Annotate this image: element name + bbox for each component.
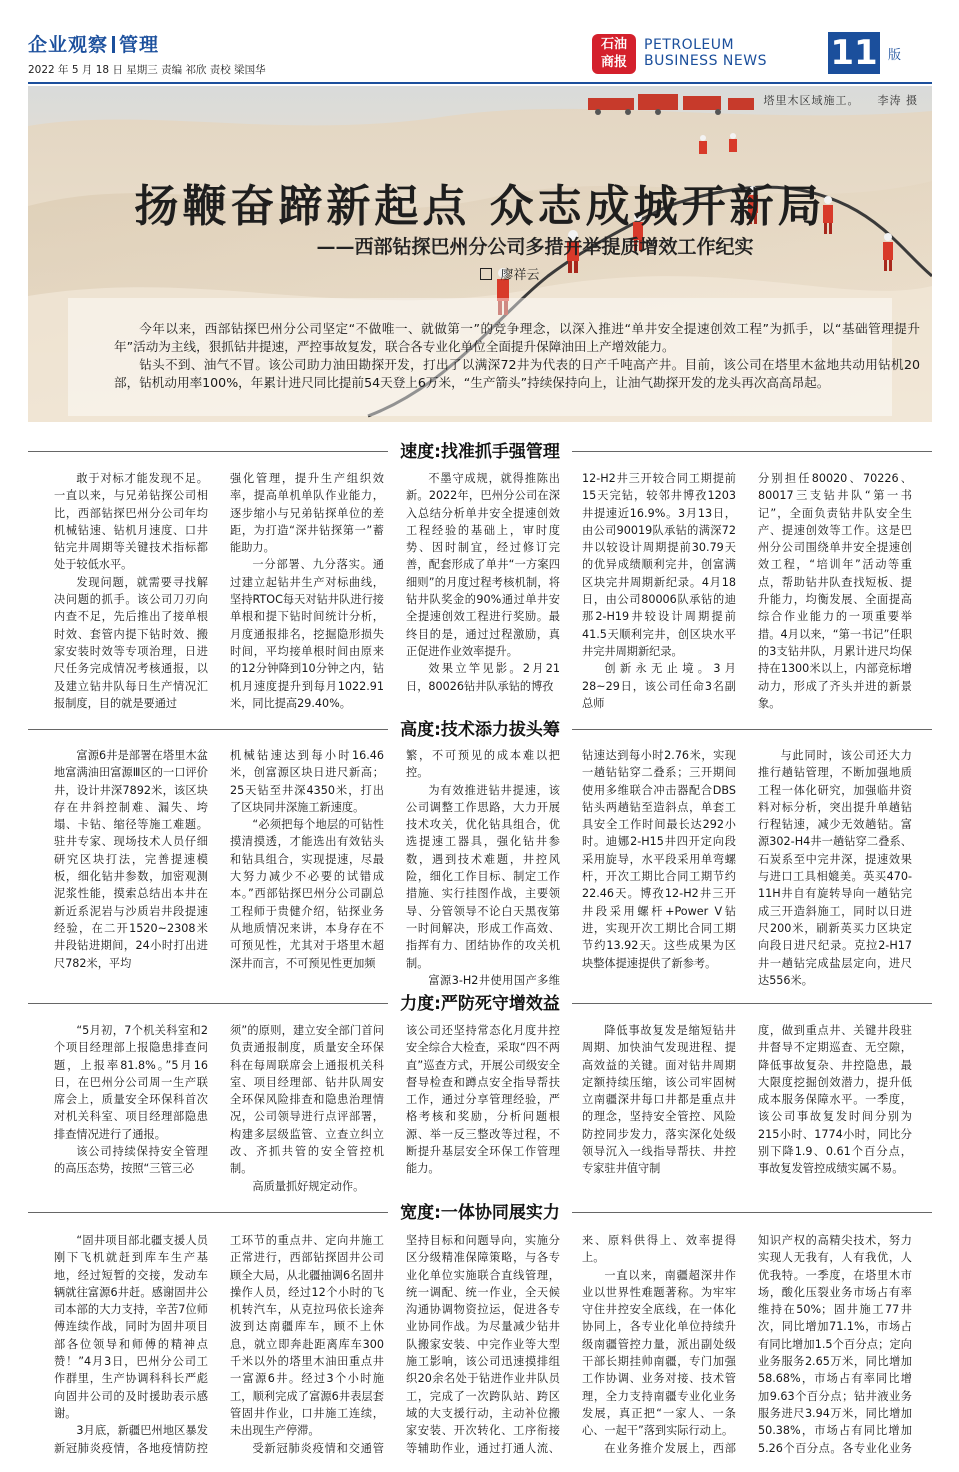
text-column [582,747,736,987]
body-paragraph: 3月底，新疆巴州地区暴发新冠肺炎疫情，各地疫情防控 [54,1424,208,1455]
text-column [758,747,912,987]
text-column [54,747,208,987]
page-suffix: 版 [888,48,902,63]
byline [28,264,932,283]
section-title: 企业观察 [28,34,109,56]
text-column [406,747,560,987]
article-subtitle: ——西部钻探巴州分公司多措并举提质增效工作纪实 [316,236,754,258]
author-name: 廖祥云 [500,268,540,283]
logo-line-1: 石油 [600,37,627,52]
text-column [54,1232,208,1456]
text-column [230,1232,384,1456]
body-paragraph: 受新冠肺炎疫情和交通管 [252,1441,384,1455]
body-paragraph: 富源3-H2井使用国产多维 [428,973,560,987]
body-paragraph: 工环节的重点井、定向井施工正常进行，西部钻探固井公司顾全大局，从北疆抽调6名固井操作人员，经过12个小时的飞机转汽车，从克拉玛依长途奔波到达南疆库车，顾不上休息，就立即奔赴距离库车300千米以外的塔里木油田重点井一富源6井。经过3个小时施工，顺利完成了富源6井表层套管固井作业，口井施工连续，未出现生产停滞。 [230,1234,384,1438]
section-heading-label: 力度:严防死守增效益 [388,992,572,1016]
lead-paragraph: 钻头不到、油气不冒。该公司助力油田勘探开发，打出了以满深72井为代表的日产千吨高产井。目前，该公司在塔里木盆地共动用钻机20部，钻机动用率100%，年累计进尺同比提前54天登上6万米，“生产箭头”持续保持向上，让油气勘探开发的龙头再次高高昂起。 [114,357,920,390]
logo-line-2: 商报 [600,55,627,70]
body-paragraph: 坚持目标和问题导向，实施分区分级精准保障策略，与各专业化单位实施联合直线管理，统一调配、统一作业，全天候沟通协调物资拉运，促进各专业协同作战。为尽量减少钻井队搬家安装、中完作业等大型施工影响，该公司迅速摸排组织20余名处于钻进作业井队员工，完成了一次跨队站、跨区域的大支援行动，主动补位搬家安装、开次转化、工序衔接等辅助作业，通过打通人流、 [406,1234,560,1455]
body-paragraph: “固井项目部北疆支援人员刚下飞机就赶到库车生产基地，经过短暂的交接，发动车辆就往富源6井赶。感谢固井公司本部的大力支持，辛苦7位师傅连续作战，同时为固井项目部各位领导和师傅的精神点赞！”4月3日，巴州分公司工作群里，生产协调科科长严彪向固井公司的及时援助表示感谢。 [54,1234,208,1420]
brand-line-1: PETROLEUM [644,37,735,53]
text-column [230,747,384,987]
byline-box-icon [480,268,492,280]
body-paragraph: 知识产权的高精尖技术，努力实现人无我有，人有我优，人优我特。一季度，在塔里木市场，酸化压裂业务市场占有率维持在50%；固井施工77井次，同比增加71.1%，市场占有同比增加1.5个百分点；定向业务服务2.65万米，同比增加58.68%，市场占有率同比增加9.63个百分点；钻井液业务服务进尺3.94万米，同比增加50.38%，市场占有同比增加5.26个百分点。各专业化业务 [758,1234,912,1455]
page-number: 11 [828,32,880,74]
hero-photo [28,86,932,422]
body-paragraph: 富源6井是部署在塔里木盆地富满油田富源Ⅲ区的一口评价井，设计井深7892米，该区块存在井斜控制难、漏失、垮塌、卡钻、缩径等施工难题。驻井专家、现场技术人员仔细研究区块打法，完善提速模板，细化钻井参数，加密观测泥浆性能，摸索总结出本井在新近系泥岩与沙质岩井段提速经验，在二开1520~2308米井段钻进期间，24小时打出进尺782米，平均 [54,749,208,970]
text-column [582,470,736,710]
brand-english [644,37,767,69]
text-column [54,470,208,710]
lead-paragraphs [114,320,920,392]
body-paragraph: 为有效推进钻井提速，该公司调整工作思路，大力开展技术攻关，优化钻具组合，优选提速工器具，强化钻井参数，遇到技术难题，井控风险，细化工作目标、制定工作措施、实行挂图作战，主要领导、分管领导不论白天黑夜第一时间解决，形成工作高效、指挥有力、团结协作的攻关机制。 [406,783,560,970]
body-paragraph: 敢于对标才能发现不足。一直以来，与兄弟钻探公司相比，西部钻探巴州分公司年均机械钻速、钻机月速度、口井钻完井周期等关键技术指标都处于较低水平。 [54,472,208,572]
section-heading [28,718,932,742]
body-paragraph: 繁，不可预见的成本难以把控。 [406,749,560,780]
body-paragraph: 须”的原则，建立安全部门首问负责通报制度，质量安全环保科在每周联席会上通报机关科室、项目经理部、钻井队周安全环保风险排查和隐患治理情况，公司领导进行点评部署，构建多层级监管、立查立纠立改、齐抓共管的安全管控机制。 [230,1024,384,1176]
truck-convoy-icon [588,94,754,110]
body-paragraph: 一直以来，南疆超深井作业以世界性难题著称。为牢牢守住井控安全底线，在一体化协同上，各专业化单位持续升级南疆管控力量，派出副处级干部长期挂帅南疆，专门加强工作协调、业务对接、技术管理，全力支持南疆专业化业务发展，真正把“一家人、一条心、一起干”落到实际行动上。 [582,1268,736,1438]
dateline: 2022 年 5 月 18 日 星期三 责编 祁欣 责校 梁国华 [28,64,266,76]
body-paragraph: “必须把每个地层的可钻性摸清摸透，才能选出有效钻头和钻具组合，实现提速，尽最大努力减少不必要的试错成本。”西部钻探巴州分公司副总工程师于贵健介绍，钻探业务从地质情况来讲，本身存在不可预见性，尤其对于塔里木超深井而言，不可预见性更加频 [230,818,384,970]
photo-caption [764,92,919,108]
text-column [406,470,560,710]
text-column [230,470,384,710]
body-paragraph: 发现问题，就需要寻找解决问题的抓手。该公司刀刃向内查不足，先后推出了接单根时效、套管内提下钻时效、搬家安装时效等专项治理，日进尺任务完成情况考核通报，以及建立钻井队每日生产情况汇报制度，目的就是要通过 [54,575,208,710]
text-column [582,1232,736,1456]
section-body [54,1022,912,1194]
body-paragraph: 创新永无止境。3月28~29日，该公司任命3名副总师 [582,662,736,710]
photographer: 李涛 摄 [877,94,918,107]
brand-line-2: BUSINESS NEWS [644,53,767,69]
brand-block [592,32,932,76]
body-paragraph: 在业务推介发展上，西部 [604,1441,736,1455]
newspaper-logo-icon [592,34,636,74]
section-subtitle: 管理 [119,34,160,56]
text-column [582,1022,736,1194]
masthead-rule [28,82,932,84]
text-column [406,1232,560,1456]
section-body [54,747,912,987]
section-heading-label: 宽度:一体协同展实力 [388,1201,572,1225]
body-paragraph: 高质量抓好规定动作。 [252,1179,365,1193]
section-heading [28,1201,932,1225]
caption-text: 塔里木区域施工。 [763,94,860,107]
section-name [28,30,159,57]
body-paragraph: 钻速达到每小时2.76米，实现一趟钻钻穿二叠系；三开期间使用多维联合冲击器配合DBS钻头两趟钻至造斜点，单套工具安全工作时间最长达292小时。迪娜2-H15井四开定向段采用旋导，水平段采用单弯螺杆，开次工期比合同工期节约22.46天。博孜12-H2井三开井段采用螺杆+Power V钻进，实现开次工期比合同工期节约13.92天。这些成果为区块整体提速提供了新参考。 [582,749,736,970]
body-paragraph: 一分部署、九分落实。通过建立起钻井生产对标曲线，坚持RTOC每天对钻井队进行接单根和提下钻时间统计分析，月度通报排名，挖掘隐形损失时间，平均接单根时间由原来的12分钟降到10分钟之内，钻机月速度提升到每月1022.91米，同比提高29.40%。 [230,558,384,710]
article-title: 扬鞭奋蹄新起点 众志成城开新局 [134,181,826,232]
body-paragraph: 度，做到重点井、关键井段驻井督导不定期巡查、无空隙，降低事故复杂、井控隐患，最大限度挖掘创效潜力，提升低成本服务保障水平。一季度，该公司事故复发时间分别为215小时、1774小时，同比分别下降1.9、0.61个百分点，事故复发管控成绩实属不易。 [758,1024,912,1176]
section-heading [28,992,932,1016]
text-column [406,1022,560,1194]
body-paragraph: “5月初，7个机关科室和2个项目经理部上报隐患排查问题，上报率81.8%。”5月16日，在巴州分公司周一生产联席会上，质量安全环保科首次对机关科室、项目经理部隐患排查情况进行了通报。 [54,1024,208,1141]
text-column [54,1022,208,1194]
body-paragraph: 该公司持续保持安全管理的高压态势，按照“三管三必 [54,1145,208,1176]
lead-paragraph: 今年以来，西部钻探巴州分公司坚定“不做唯一、就做第一”的竞争理念，以深入推进“单井安全提速创效工程”为抓手，以“基础管理提升年”活动为主线，狠抓钻井提速，严控事故复发，联合各专业化单位全面提升保障油田上产增效能力。 [114,321,920,354]
body-paragraph: 不墨守成规，就得推陈出新。2022年，巴州分公司在深入总结分析单井安全提速创效工程经验的基础上，审时度势、因时制宜，经过修订完善，配套形成了单井“一方案四细则”的月度过程考核机制，将钻井队奖金的90%通过单井安全提速创效工程进行奖励。最终目的是，通过过程激励，真正促进作业效率提升。 [406,472,560,658]
section-heading [28,440,932,464]
body-paragraph: 12-H2井三开较合同工期提前15天完钻，较邻井博孜1203井提速近16.9%。3月13日，由公司90019队承钻的满深72井以较设计周期提前30.79天的优异成绩顺利完井，创富满区块完井周期新纪录。4月18日，由公司80006队承钻的迪那2-H19井较设计周期提前41.5天顺利完井，创区块水平井完井周期新纪录。 [582,472,736,658]
section-divider [112,36,115,53]
body-paragraph: 强化管理，提升生产组织效率，提高单机单队作业能力，逐步缩小与兄弟钻探单位的差距，为打造“深井钻探第一”蓄能助力。 [230,472,384,555]
text-column [758,470,912,710]
body-paragraph: 来、原料供得上、效率提得上。 [582,1234,736,1265]
body-paragraph: 该公司还坚持常态化月度井控安全综合大检查，采取“四不两直”巡查方式，开展公司级安全督导检查和蹲点安全指导帮扶工作，通过分享管理经验，严格考核和奖励，分析问题根源、举一反三整改等过程，不断提升基层安全环保工作管理能力。 [406,1024,560,1176]
masthead [28,30,932,82]
body-paragraph: 分别担任80020、70226、80017三支钻井队“第一书记”，全面负责钻井队安全生产、提速创效等工作。这是巴州分公司围绕单井安全提速创效工程，“培训年”活动等重点，帮助钻井队查找短板、提升能力，均衡发展、全面提高综合作业能力的一项重要举措。4月以来，“第一书记”任职的3支钻井队，月累计进尺均保持在1300米以上，内部竞标增动力，形成了齐头并进的新景象。 [758,472,912,710]
body-paragraph: 与此同时，该公司还大力推行趟钻管理，不断加强地质工程一体化研究，加强临井资料对标分析，突出提升单趟钻行程钻速，减少无效趟钻。富源302-H4井一趟钻穿二叠系、石炭系至中完井深，提速效果与进口工具相媲美。英买470-11H井自有旋转导向一趟钻完成三开造斜施工，同时以日进尺200米，刷新英买力区块定向段日进尺纪录。克拉2-H17井一趟钻完成盐层定向，进尺达556米。 [758,749,912,987]
section-body [54,1232,912,1456]
section-body [54,470,912,710]
section-heading-label: 速度:找准抓手强管理 [388,440,572,464]
body-paragraph: 降低事故复发是缩短钻井周期、加快油气发现进程、提高效益的关键。面对钻井周期定额持续压缩，该公司牢固树立南疆深井每口井都是重点井的理念，坚持安全管控、风险防控同步发力，落实深化处级领导沉入一线指导帮扶、井控专家驻井值守制 [582,1024,736,1176]
body-paragraph: 机械钻速达到每小时16.46米，创富源区块日进尺新高；25天钻至井深4350米，打出了区块同井深施工新速度。 [230,749,384,814]
body-paragraph: 效果立竿见影。2月21日，80026钻井队承钻的博孜 [406,662,560,693]
section-heading-label: 高度:技术添力拔头筹 [388,718,572,742]
text-column [230,1022,384,1194]
text-column [758,1022,912,1194]
text-column [758,1232,912,1456]
